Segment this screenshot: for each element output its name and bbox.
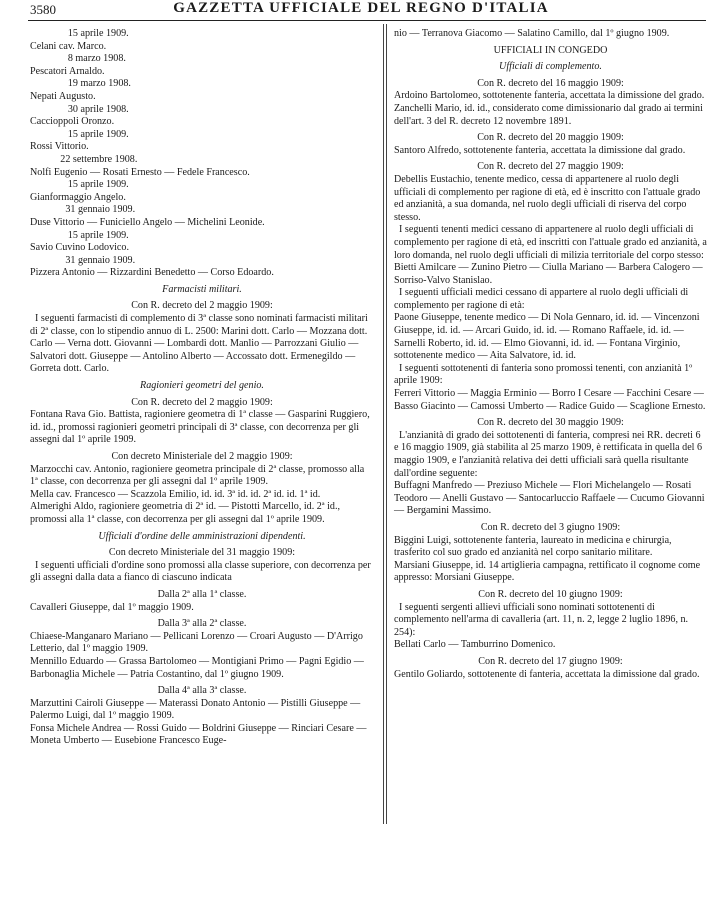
decree-heading: UFFICIALI IN CONGEDO [493, 44, 608, 56]
paragraph: I seguenti farmacisti di complemento di 3ª classe sono nominati farmacisti militari di 2ª classe, con lo stipendio annuo di L. 2500: Marini dott. Carlo — Mozzana dott. Carlo — Verna dott. Giovanni — Lombardi dott. Manlio — Parrozzani Giulio — Salvatori dott. Giuseppe — Antolino Alberto — Accossato dott. Ermenegildo — Gorreta dott. Carlo. [30, 313, 371, 375]
paragraph: Nolfi Eugenio — Rosati Ernesto — Fedele Francesco. [30, 166, 250, 178]
paragraph: Fontana Rava Gio. Battista, ragioniere geometra di 1ª classe — Gasparini Ruggiero, id. id., promossi ragionieri geometri principali di 3ª classe, con decorrenza per gli assegni dal 1º aprile 1909. [30, 409, 373, 446]
paragraph: I seguenti ufficiali d'ordine sono promossi alla classe superiore, con decorrenza per gli assegni dalla data a fianco di ciascuno indicata [30, 559, 374, 584]
paragraph: Almerighi Aldo, ragioniere geometria di 2ª id. — Pistotti Marcello, id. 2ª id., promossi alla 1ª classe, con decorrenza per gli assegni dal 1º aprile 1909. [30, 501, 343, 525]
paragraph: Celani cav. Marco. [30, 40, 107, 52]
paragraph: Duse Vittorio — Funiciello Angelo — Michelini Leonide. [30, 216, 265, 228]
paragraph: 15 aprile 1909. [30, 28, 129, 39]
paragraph: Chiaese-Manganaro Mariano — Pellicani Lorenzo — Croari Augusto — D'Arrigo Letterio, dal 1º maggio 1909. [30, 630, 366, 655]
page-title: GAZZETTA UFFICIALE DEL REGNO D'ITALIA [173, 0, 549, 16]
section-heading: Ragionieri geometri del genio. [140, 380, 264, 392]
paragraph: Nepati Augusto. [30, 90, 96, 102]
paragraph: Marzocchi cav. Antonio, ragioniere geometra principale di 2ª classe, promosso alla 1ª classe, con decorrenza per gli assegni dal 1º aprile 1909. [30, 463, 367, 488]
decree-heading: Con R. decreto del 16 maggio 1909: [477, 77, 624, 89]
paragraph: Pizzera Antonio — Rizzardini Benedetto — Corso Edoardo. [30, 267, 274, 279]
paragraph: Rossi Vittorio. [30, 141, 89, 153]
paragraph: I seguenti sergenti allievi ufficiali sono nominati sottotenenti di complemento nell'arma di cavalleria (art. 11, n. 2, legge 2 luglio 1896, n. 254): [394, 601, 691, 638]
paragraph: Gentilo Goliardo, sottotenente di fanteria, accettata la dimissione dal grado. [394, 668, 700, 680]
paragraph: Pescatori Arnaldo. [30, 65, 105, 77]
decree-heading: Dalla 4ª alla 3ª classe. [157, 685, 247, 697]
paragraph: Caccioppoli Oronzo. [30, 116, 115, 128]
decree-heading: Con R. decreto del 3 giugno 1909: [480, 521, 621, 533]
paragraph: Fonsa Michele Andrea — Rossi Guido — Boldrini Giuseppe — Rinciari Cesare — Moneta Umberto — Eusebione Francesco Euge- [30, 722, 369, 747]
paragraph: 15 aprile 1909. [30, 179, 129, 191]
decree-heading: Con decreto Ministeriale del 31 maggio 1909: [108, 547, 296, 559]
paragraph: 30 aprile 1908. [30, 103, 129, 115]
paragraph: Zanchelli Mario, id. id., considerato come dimissionario dal grado ai termini dell'art. 3 del R. decreto 12 novembre 1891. [394, 102, 706, 127]
paragraph: Ardoino Bartolomeo, sottotenente fanteria, accettata la dimissione del grado. [394, 90, 705, 102]
decree-heading: Con decreto Ministeriale del 2 maggio 1909: [111, 451, 293, 462]
decree-heading: Con R. decreto del 20 maggio 1909: [477, 132, 624, 144]
decree-heading: Con R. decreto del 30 maggio 1909: [477, 417, 624, 429]
decree-heading: Con R. decreto del 10 giugno 1909: [478, 588, 623, 600]
column-divider [383, 24, 384, 824]
paragraph: Marzuttini Cairoli Giuseppe — Materassi Donato Antonio — Pistilli Giuseppe — Palermo Luigi, dal 1º maggio 1909. [30, 697, 363, 722]
decree-heading: Con R. decreto del 27 maggio 1909: [477, 161, 624, 173]
section-heading: Ufficiali d'ordine delle amministrazioni dipendenti. [98, 530, 306, 542]
paragraph: Cavalleri Giuseppe, dal 1º maggio 1909. [30, 601, 194, 613]
paragraph: L'anzianità di grado dei sottotenenti di fanteria, compresi nei RR. decreti 6 e 16 maggio 1909, già stabilita al 25 marzo 1909, è rettificata in quella del 6 maggio 1909, e l'anzianità relativa dei detti ufficiali sarà quella risultante dall'ordine seguente: [394, 429, 705, 479]
paragraph: 31 gennaio 1909. [30, 254, 136, 266]
right-column [394, 28, 710, 681]
decree-heading: Dalla 2ª alla 1ª classe. [157, 588, 247, 600]
decree-heading: Dalla 3ª alla 2ª classe. [157, 618, 247, 630]
paragraph: Paone Giuseppe, tenente medico — Di Nola Gennaro, id. id. — Vincenzoni Giuseppe, id. id. — Arcari Guido, id. id. — Romano Raffaele, id. id. — Sarnelli Roberto, id. id. — Elmo Giovanni, id. id. — Fontana Virginio, sottotenente medico — Aita Salvatore, id. id. [394, 312, 703, 362]
paragraph: 19 marzo 1908. [30, 78, 131, 90]
paragraph: Santoro Alfredo, sottotenente fanteria, accettata la dimissione dal grado. [394, 144, 686, 156]
header-rule [28, 20, 706, 21]
paragraph: I seguenti ufficiali medici cessano di appartere al ruolo degli ufficiali di complemento per ragione di età: [394, 287, 691, 311]
column-divider [386, 24, 387, 824]
decree-heading: Con R. decreto del 2 maggio 1909: [131, 300, 273, 312]
paragraph: 15 aprile 1909. [30, 128, 129, 140]
decree-heading: Con R. decreto del 17 giugno 1909: [478, 655, 623, 667]
paragraph: Debellis Eustachio, tenente medico, cessa di appartenere al ruolo degli ufficiali di complemento per ragione di età, ed è inscritto con l'attuale grado ed anzianità, a sua domanda, nel ruolo degli ufficiali di riserva del corpo stesso. [394, 173, 703, 223]
paragraph: I seguenti tenenti medici cessano di appartenere al ruolo degli ufficiali di complemento per ragione di età, ed inscritti con l'attuale grado ed anzianità, a loro domanda, nel ruolo degli ufficiali di milizia territoriale del corpo stesso: [394, 224, 710, 261]
paragraph: Marsiani Giuseppe, id. 14 artiglieria campagna, rettificato il cognome come appresso: Morsiani Giuseppe. [394, 559, 703, 584]
paragraph: 8 marzo 1908. [30, 53, 126, 65]
paragraph: Savio Cuvino Lodovico. [30, 242, 129, 254]
paragraph: 22 settembre 1908. [30, 153, 138, 165]
section-heading: Farmacisti militari. [162, 283, 242, 295]
paragraph: Buffagni Manfredo — Preziuso Michele — Flori Michelangelo — Rosati Teodoro — Anelli Gustavo — Santocarluccio Raffaele — Cucumo Giovanni — Bergamini Massimo. [394, 480, 708, 517]
paragraph: Bietti Amilcare — Zunino Pietro — Ciulla Mariano — Barbera Calogero — Sorriso-Valvo Stanislao. [394, 262, 706, 286]
paragraph: I seguenti sottotenenti di fanteria sono promossi tenenti, con anzianità 1º aprile 1909: [394, 362, 695, 387]
paragraph: Ferreri Vittorio — Maggia Erminio — Borro I Cesare — Facchini Cesare — Basso Giacinto — Camossi Umberto — Radice Guido — Scaglione Ernesto. [394, 388, 707, 412]
decree-heading: Con R. decreto del 2 maggio 1909: [131, 396, 273, 408]
paragraph: Gianformaggio Angelo. [30, 191, 126, 203]
paragraph: Bellati Carlo — Tamburrino Domenico. [394, 639, 556, 651]
paragraph: Mella cav. Francesco — Scazzola Emilio, id. id. 3ª id. id. 2ª id. id. 1ª id. [30, 488, 321, 500]
page-number: 3580 [30, 2, 56, 17]
section-heading: Ufficiali di complemento. [499, 61, 602, 73]
paragraph: Mennillo Eduardo — Grassa Bartolomeo — Montigiani Primo — Pagni Egidio — Barbonaglia Michele — Patria Costantino, dal 1º giugno 1909. [30, 655, 367, 680]
paragraph: nio — Terranova Giacomo — Salatino Camillo, dal 1º giugno 1909. [394, 28, 670, 39]
paragraph: 15 aprile 1909. [30, 229, 129, 241]
paragraph: Biggini Luigi, sottotenente fanteria, laureato in medicina e chirurgia, trasferito col suo grado ed anzianità nel corpo sanitario militare. [394, 534, 675, 559]
page-header [0, 0, 722, 24]
left-column [30, 28, 374, 748]
paragraph: 31 gennaio 1909. [30, 204, 136, 216]
